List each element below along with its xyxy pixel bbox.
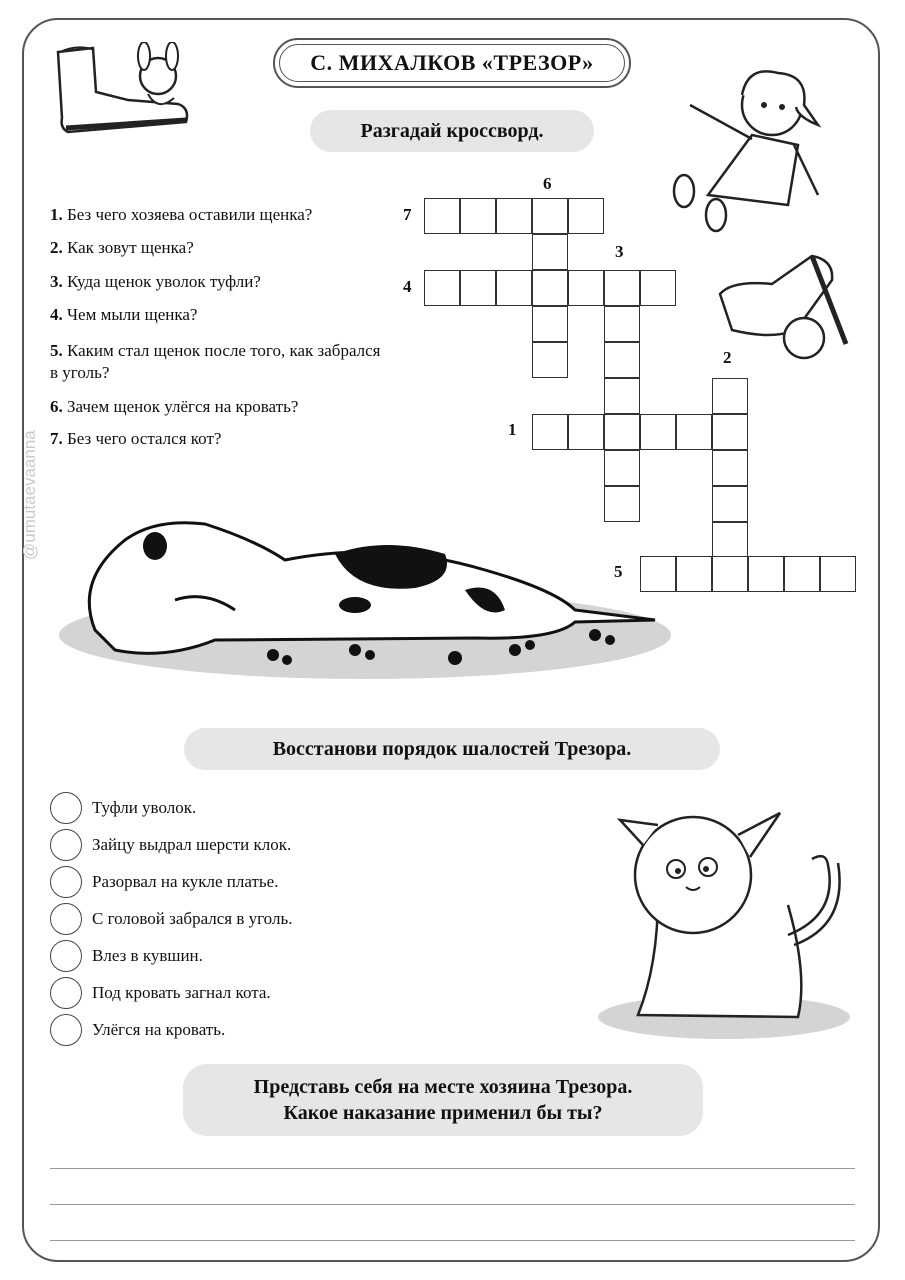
crossword-cell[interactable] [532, 342, 568, 378]
question-2: 2. Как зовут щенка? [50, 238, 194, 257]
clue-number-7: 7 [403, 205, 412, 224]
order-circle-3[interactable] [50, 866, 82, 898]
crossword-cell[interactable] [712, 414, 748, 450]
crossword-cell[interactable] [532, 270, 568, 306]
crossword-cell[interactable] [604, 306, 640, 342]
crossword-cell[interactable] [640, 270, 676, 306]
order-circle-5[interactable] [50, 940, 82, 972]
order-item-6: Под кровать загнал кота. [92, 983, 271, 1002]
question-line-1: Представь себя на месте хозяина Трезора. [253, 1076, 633, 1098]
crossword-cell[interactable] [496, 270, 532, 306]
question-5: 5. Каким стал щенок после того, как забрался [50, 341, 381, 360]
order-circle-4[interactable] [50, 903, 82, 935]
boot-toy-icon [712, 250, 854, 368]
crossword-cell[interactable] [604, 270, 640, 306]
crossword-cell[interactable] [496, 198, 532, 234]
order-item-2: Зайцу выдрал шерсти клок. [92, 835, 292, 854]
crossword-cell[interactable] [784, 556, 820, 592]
clue-number-2: 2 [723, 348, 732, 367]
order-circle-1[interactable] [50, 792, 82, 824]
crossword-cell[interactable] [568, 198, 604, 234]
crossword-cell[interactable] [568, 270, 604, 306]
order-item-1: Туфли уволок. [92, 798, 197, 817]
crossword-cell[interactable] [424, 198, 460, 234]
crossword-cell[interactable] [712, 522, 748, 558]
crossword-cell[interactable] [712, 378, 748, 414]
clue-number-3: 3 [615, 242, 624, 261]
watermark: @umutaevaanna [20, 430, 39, 560]
order-item-3: Разорвал на кукле платье. [92, 872, 279, 891]
question-line-2: Какое наказание применил бы ты? [283, 1102, 603, 1124]
question-box [183, 1064, 703, 1136]
order-circle-6[interactable] [50, 977, 82, 1009]
crossword-cell[interactable] [424, 270, 460, 306]
question-3: 3. Куда щенок уволок туфли? [50, 272, 261, 291]
crossword-cell[interactable] [532, 234, 568, 270]
order-item-7: Улёгся на кровать. [92, 1020, 226, 1039]
crossword-cell[interactable] [604, 378, 640, 414]
question-5-cont: в уголь? [50, 363, 110, 382]
order-circle-7[interactable] [50, 1014, 82, 1046]
crossword-cell[interactable] [568, 414, 604, 450]
title-box [273, 38, 631, 88]
crossword-cell[interactable] [676, 414, 712, 450]
crossword-cell[interactable] [604, 342, 640, 378]
crossword-cell[interactable] [748, 556, 784, 592]
clue-number-1: 1 [508, 420, 517, 439]
question-6: 6. Зачем щенок улёгся на кровать? [50, 397, 299, 416]
crossword-heading: Разгадай кроссворд. [310, 110, 594, 152]
clue-number-4: 4 [403, 277, 412, 296]
order-circle-2[interactable] [50, 829, 82, 861]
crossword-cell[interactable] [676, 556, 712, 592]
answer-line-1[interactable] [50, 1168, 855, 1169]
page-title: С. МИХАЛКОВ «ТРЕЗОР» [279, 44, 625, 82]
question-7: 7. Без чего остался кот? [50, 429, 222, 448]
crossword-cell[interactable] [820, 556, 856, 592]
question-4: 4. Чем мыли щенка? [50, 305, 198, 324]
clue-number-6: 6 [543, 174, 552, 193]
crossword-cell[interactable] [460, 270, 496, 306]
crossword-cell[interactable] [532, 198, 568, 234]
order-item-5: Влез в кувшин. [92, 946, 203, 965]
answer-line-2[interactable] [50, 1204, 855, 1205]
crossword-cell[interactable] [712, 556, 748, 592]
clue-number-5: 5 [614, 562, 623, 581]
order-heading: Восстанови порядок шалостей Трезора. [184, 728, 720, 770]
boot-bunny-icon [48, 42, 198, 138]
crossword-cell[interactable] [712, 486, 748, 522]
cat-icon [598, 795, 854, 1045]
crossword-cell[interactable] [532, 306, 568, 342]
crossword-cell[interactable] [640, 414, 676, 450]
question-1: 1. Без чего хозяева оставили щенка? [50, 205, 313, 224]
crossword-cell[interactable] [604, 450, 640, 486]
sleeping-dog-icon [55, 510, 675, 682]
order-item-4: С головой забрался в уголь. [92, 909, 293, 928]
answer-line-3[interactable] [50, 1240, 855, 1241]
crossword-cell[interactable] [460, 198, 496, 234]
doll-icon [668, 35, 850, 245]
crossword-cell[interactable] [604, 414, 640, 450]
crossword-cell[interactable] [532, 414, 568, 450]
crossword-cell[interactable] [712, 450, 748, 486]
